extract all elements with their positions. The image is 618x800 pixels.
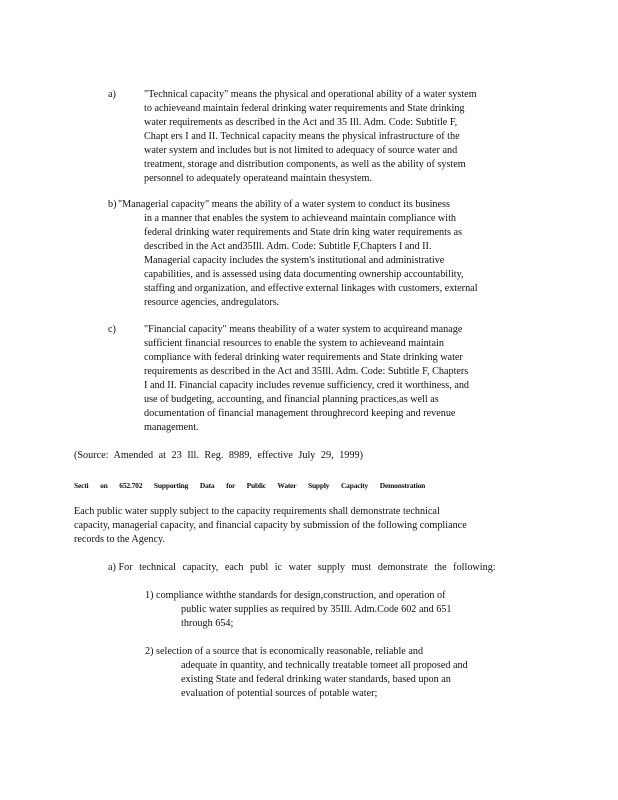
text-line: sufficient financial resources to enable the system to achieveand maintain: [144, 338, 444, 349]
subsection-label: a): [108, 562, 116, 573]
subitem-first-line: [145, 645, 525, 659]
source-note: (Source: Amended at 23 Ill. Reg. 8989, effective July 29, 1999): [74, 450, 363, 461]
text-line: compliance withthe standards for design,construction, and operation of: [156, 590, 446, 601]
text-line: water requirements as described in the Act and 35 Ill. Adm. Code: Subtitle F,: [144, 117, 458, 128]
definition-text: [118, 198, 538, 310]
section-heading: Secti on 652.702 Supporting Data for Public Water Supply Capacity Demonstration: [74, 481, 426, 490]
text-line: adequate in quantity, and technically treatable tomeet all proposed and: [181, 660, 468, 671]
text-line: public water supplies as required by 35Ill. Adm.Code 602 and 651: [181, 604, 452, 615]
text-line: existing State and federal drinking water standards, based upon an: [181, 674, 451, 685]
definition-b: [108, 198, 538, 310]
text-line: water system and includes but is not limited to adequacy of source water and: [144, 145, 458, 156]
text-line: use of budgeting, accounting, and financial planning practices,as well as: [144, 394, 439, 405]
subitem-label: 1): [145, 590, 154, 601]
text-line: evaluation of potential sources of potable water;: [181, 688, 378, 699]
subitem-1: [145, 589, 505, 631]
text-line: in a manner that enables the system to achieveand maintain compliance with: [144, 213, 457, 224]
text-line: "Financial capacity" means theability of a water system to acquireand manage: [144, 324, 463, 335]
subsection-text: For technical capacity, each publ ic water supply must demonstrate the following:: [118, 562, 496, 573]
text-line: "Technical capacity" means the physical and operational ability of a water system: [144, 89, 477, 100]
text-line: capabilities, and is assessed using data documenting ownership accountability,: [144, 269, 464, 280]
text-line: requirements as described in the Act and 35Ill. Adm. Code: Subtitle F, Chapters: [144, 366, 469, 377]
definition-text: [144, 323, 530, 435]
text-line: compliance with federal drinking water requirements and State drinking water: [144, 352, 463, 363]
text-line: I and II. Financial capacity includes revenue sufficiency, cred it worthiness, and: [144, 380, 470, 391]
text-line: treatment, storage and distribution components, as well as the ability of system: [144, 159, 466, 170]
definition-label: c): [108, 324, 116, 335]
text-line: Chapt ers I and II. Technical capacity means the physical infrastructure of the: [144, 131, 460, 142]
text-line: management.: [144, 422, 199, 433]
definition-label: b): [108, 199, 117, 210]
subitem-text: [181, 659, 521, 701]
text-line: to achieveand maintain federal drinking water requirements and State drinking: [144, 103, 465, 114]
definition-a: [108, 88, 528, 186]
text-line: through 654;: [181, 618, 234, 629]
text-line: selection of a source that is economically reasonable, reliable and: [156, 646, 424, 657]
text-line: "Managerial capacity" means the ability of a water system to conduct its business: [118, 199, 450, 210]
text-line: capacity, managerial capacity, and financial capacity by submission of the following compliance: [74, 520, 467, 531]
text-line: resource agencies, andregulators.: [144, 297, 280, 308]
definition-label: a): [108, 89, 116, 100]
subitem-first-line: [145, 589, 505, 603]
text-line: records to the Agency.: [74, 534, 165, 545]
definition-text: [144, 88, 520, 186]
intro-paragraph: [74, 505, 528, 547]
text-line: described in the Act and35Ill. Adm. Code: Subtitle F,Chapters I and II.: [144, 241, 432, 252]
text-line: staffing and organization, and effective external linkages with customers, external: [144, 283, 478, 294]
text-line: personnel to adequately operateand maintain thesystem.: [144, 173, 373, 184]
text-line: Managerial capacity includes the system's institutional and administrative: [144, 255, 445, 266]
text-line: documentation of financial management throughrecord keeping and revenue: [144, 408, 456, 419]
text-line: Each public water supply subject to the capacity requirements shall demonstrate technical: [74, 506, 440, 517]
subitem-text: [181, 603, 501, 631]
subsection-a: [108, 561, 532, 575]
subitem-label: 2): [145, 646, 154, 657]
definition-c: [108, 323, 532, 435]
subitem-2: [145, 645, 525, 701]
text-line: federal drinking water requirements and State drin king water requirements as: [144, 227, 462, 238]
